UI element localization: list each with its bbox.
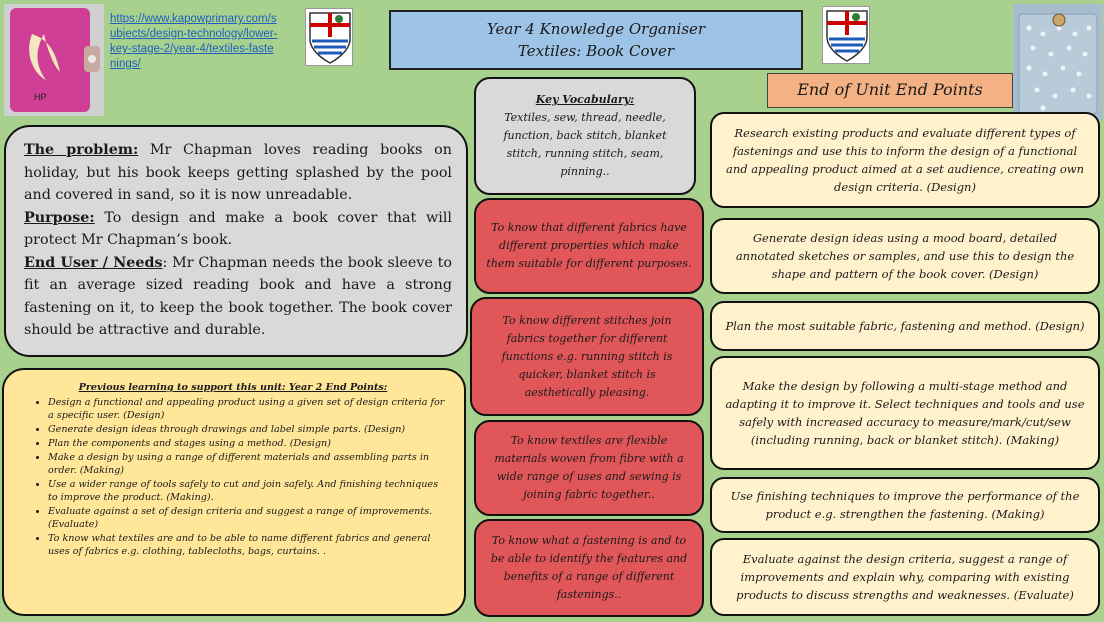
key-vocabulary-box [474, 77, 696, 195]
end-point-box [710, 218, 1100, 294]
end-point-text: Research existing products and evaluate different types of fastenings and use this to inform the design of a functional and appealing product aimed at a set audience, creating own design criteria. (Design) [725, 126, 1085, 194]
list-item: • To know what textiles are and to be able to name different fabrics and general uses of fabrics e.g. clothing, tablecloths, bags, curtains. . [48, 532, 450, 558]
end-point-box [710, 112, 1100, 208]
knowledge-text: To know that different fabrics have different properties which make them suitable for different purposes. [486, 221, 692, 270]
knowledge-box [474, 519, 704, 617]
page-subtitle: Textiles: Book Cover [517, 42, 675, 60]
purpose-label: Purpose: [24, 209, 95, 226]
knowledge-box [474, 420, 704, 516]
knowledge-text: To know textiles are flexible materials woven from fibre with a wide range of uses and sewing is joining fabric together.. [494, 434, 684, 501]
problem-label: The problem: [24, 142, 139, 158]
resource-link[interactable]: https://www.kapowprimary.com/subjects/design-technology/lower-key-stage-2/year-4/textiles-fastenings/ [110, 13, 278, 70]
previous-learning-heading: Previous learning to support this unit: Year 2 End Points: [78, 382, 388, 393]
list-item: • Use a wider range of tools safely to cut and join safely. And finishing techniques to improve the product. (Making). [48, 478, 450, 504]
needs-label: End User / Needs [24, 254, 163, 271]
problem-text: Mr Chapman loves reading books on holiday, but his book keeps getting splashed by the pool and covered in sand, so it is now unreadable. [24, 142, 452, 203]
previous-learning-list [16, 396, 450, 558]
school-crest-right-icon [822, 6, 870, 64]
school-crest-icon [305, 8, 353, 66]
vocab-heading: Key Vocabulary: [535, 93, 635, 106]
needs-text: : Mr Chapman needs the book sleeve to fit an average sized reading book and have a strong fastening on it, to keep the book together. The book cover should be attractive and durable. [24, 254, 452, 338]
knowledge-box [470, 297, 704, 416]
end-point-box [710, 538, 1100, 616]
list-item: • Evaluate against a set of design criteria and suggest a range of improvements.(Evaluate) [48, 505, 450, 531]
problem-box [4, 125, 468, 357]
end-point-box [710, 356, 1100, 470]
end-point-text: Make the design by following a multi-stage method and adapting it to improve it. Select techniques and tools and use safely with increased accuracy to measure/mark/cut/sew (including running, back or blanket stitch). (Making) [725, 379, 1085, 447]
end-points-heading: End of Unit End Points [767, 73, 1013, 108]
list-item: • Make a design by using a range of different materials and assembling parts in order. (Making) [48, 451, 450, 477]
previous-learning-box [2, 368, 466, 616]
knowledge-text: To know different stitches join fabrics together for different functions e.g. running stitch is quicker, blanket stitch is aesthetically pleasing. [501, 313, 673, 399]
book-photo-text: HP [34, 92, 47, 102]
end-point-text: Evaluate against the design criteria, suggest a range of improvements and explain why, comparing with existing products to discuss strengths and weaknesses. (Evaluate) [736, 552, 1074, 602]
title-box [389, 10, 803, 70]
knowledge-box [474, 198, 704, 294]
end-point-box [710, 301, 1100, 351]
list-item: • Plan the components and stages using a method. (Design) [48, 437, 450, 450]
end-point-text: Use finishing techniques to improve the performance of the product e.g. strengthen the fastening. (Making) [730, 489, 1080, 521]
vocab-text: Textiles, sew, thread, needle, function, back stitch, blanket stitch, running stitch, seam, pinning.. [503, 111, 667, 178]
purpose-text: To design and make a book cover that will protect Mr Chapman’s book. [24, 209, 452, 248]
end-point-text: Generate design ideas using a mood board, detailed annotated sketches or samples, and use this to design the shape and pattern of the book cover. (Design) [735, 231, 1075, 281]
list-item: • Design a functional and appealing product using a given set of design criteria for a specific user. (Design) [48, 396, 450, 422]
knowledge-text: To know what a fastening is and to be able to identify the features and benefits of a range of different fastenings.. [490, 534, 688, 601]
book-sleeve-photo [1013, 4, 1103, 120]
book-cover-photo [4, 4, 104, 116]
page-title: Year 4 Knowledge Organiser [486, 20, 706, 38]
end-point-box [710, 477, 1100, 533]
list-item: • Generate design ideas through drawings and label simple parts. (Design) [48, 423, 450, 436]
end-point-text: Plan the most suitable fabric, fastening and method. (Design) [725, 319, 1085, 333]
